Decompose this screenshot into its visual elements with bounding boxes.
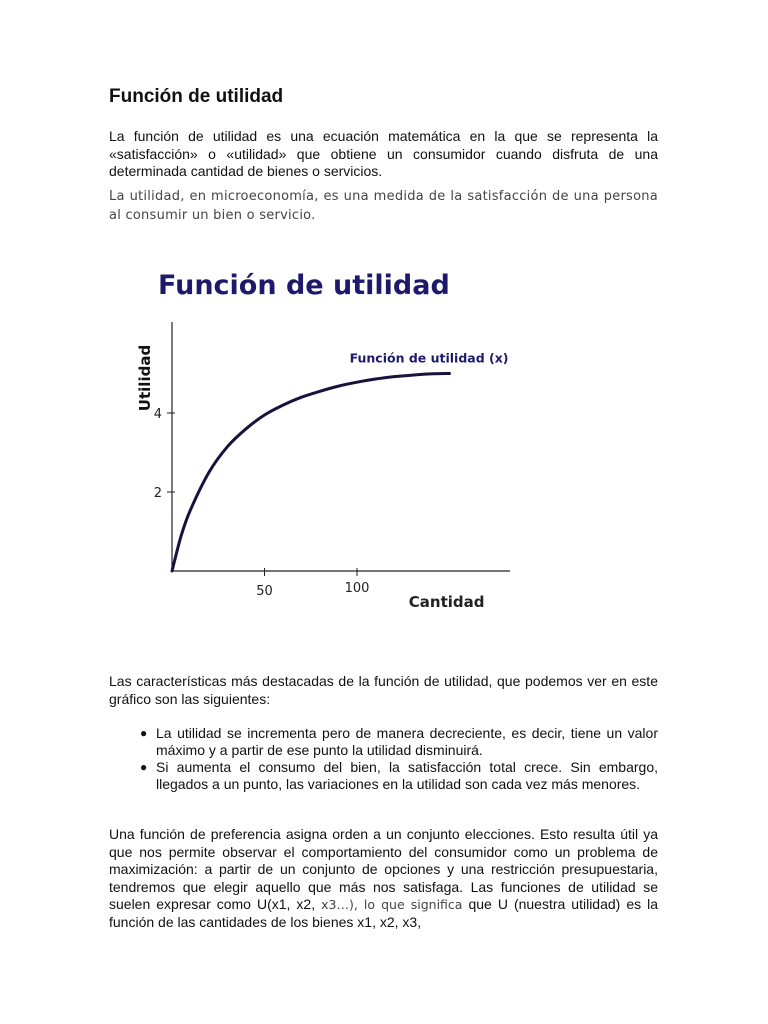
characteristics-intro: Las características más destacadas de la función de utilidad, que podemos ver en este gráfico son las siguientes:	[109, 673, 658, 707]
definition-paragraph: La utilidad, en microeconomía, es una medida de la satisfacción de una persona al consumir un bien o servicio.	[109, 189, 658, 223]
chart-series-label: Función de utilidad (x)	[349, 350, 509, 366]
characteristics-list	[140, 725, 658, 793]
chart-x-tick-label: 100	[344, 581, 370, 596]
chart-x-tick-label: 50	[256, 584, 273, 599]
chart-y-tick-label: 2	[153, 486, 162, 501]
chart-series-line	[172, 374, 450, 572]
preference-text-a: Una función de preferencia asigna orden a un conjunto elecciones. Esto resulta útil ya que nos permite observar el comportamiento del consumidor como un problema de maximización: a partir de un conjunto de opciones y una restricción presupuestaria, tendremos que elegir aquello que más nos satisfaga. Las funciones de utilidad se suelen expresar como U(x1, x2,	[109, 826, 658, 912]
intro-paragraph: La función de utilidad es una ecuación matemática en la que se representa la «satisfacción» o «utilidad» que obtiene un consumidor cuando disfruta de una determinada cantidad de bienes o servicios.	[109, 128, 658, 179]
list-item	[140, 759, 658, 793]
preference-text-b: x3…), lo que significa	[321, 897, 463, 912]
list-item-text: La utilidad se incrementa pero de manera decreciente, es decir, tiene un valor máximo y a partir de ese punto la utilidad disminuirá.	[156, 725, 658, 758]
chart-y-axis-label: Utilidad	[136, 344, 154, 412]
bullet-dot-icon: ●	[140, 760, 148, 774]
preference-paragraph	[109, 826, 658, 931]
chart-title: Función de utilidad	[158, 270, 450, 301]
list-item	[140, 725, 658, 759]
page-title: Función de utilidad	[109, 86, 284, 107]
preference-text-c: que U (nuestra utilidad) es la función de las cantidades de los bienes x1, x2, x3,	[109, 896, 659, 930]
chart-y-tick-label: 4	[153, 407, 162, 422]
bullet-dot-icon: ●	[140, 726, 148, 740]
list-item-text: Si aumenta el consumo del bien, la satisfacción total crece. Sin embargo, llegados a un punto, las variaciones en la utilidad son cada vez más menores.	[156, 759, 658, 792]
utility-chart	[120, 250, 510, 620]
chart-x-axis-label: Cantidad	[408, 593, 485, 611]
